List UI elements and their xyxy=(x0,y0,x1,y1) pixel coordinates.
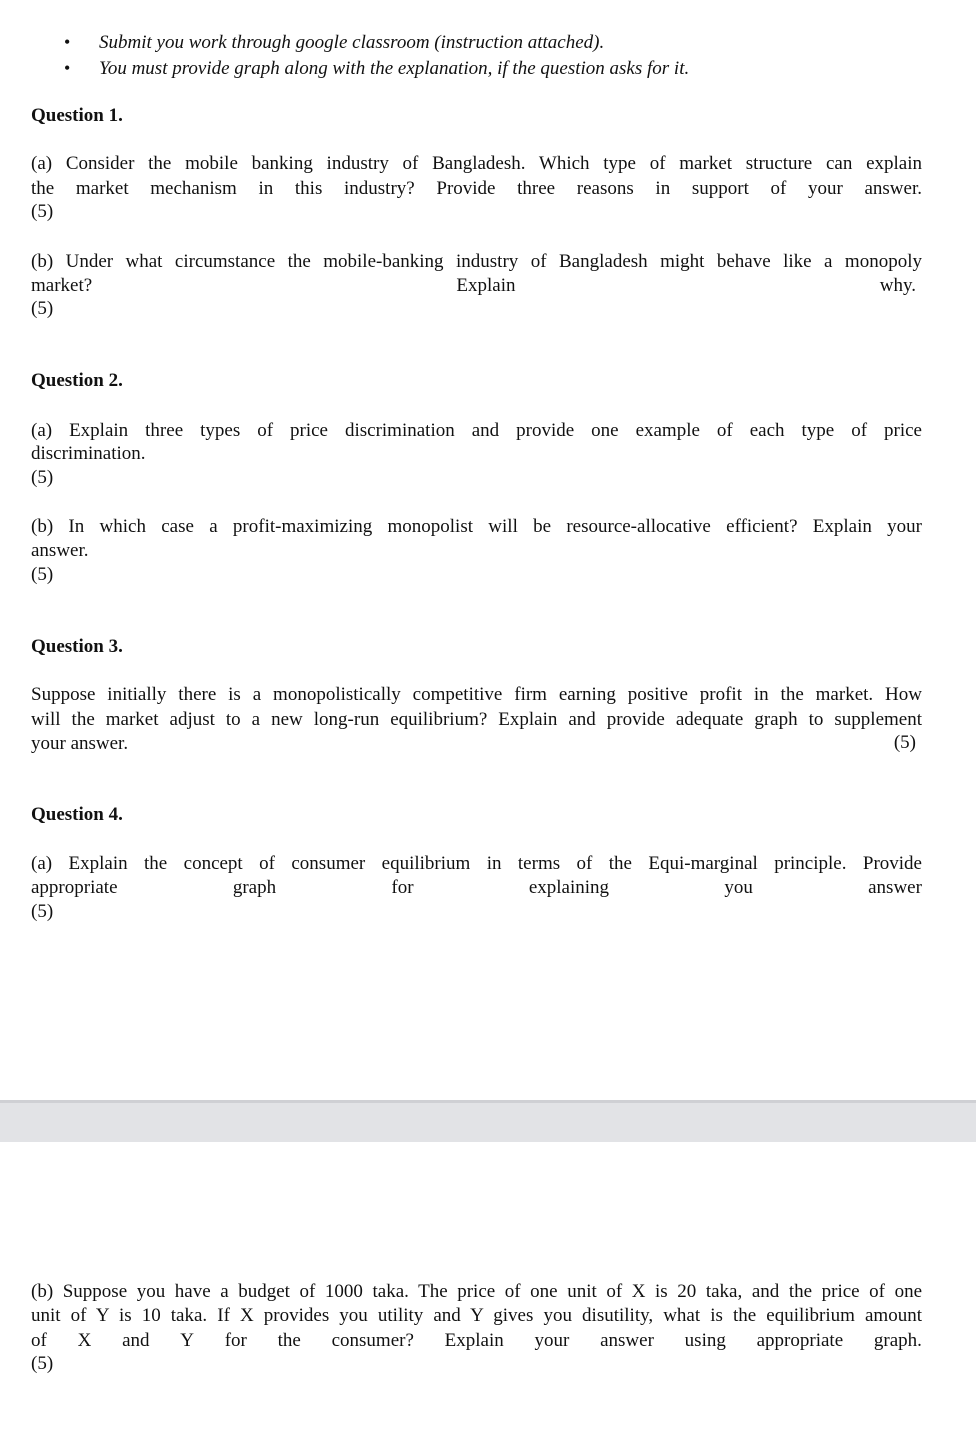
q1a-text-line: the market mechanism in this industry? Provide three reasons in support of your answer. xyxy=(31,178,922,199)
word: for xyxy=(391,877,414,898)
word: Explain xyxy=(456,275,516,296)
q1b-marks: (5) xyxy=(31,298,54,319)
q4b-text-line: unit of Y is 10 taka. If X provides you utility and Y gives you disutility, what is the equilibrium amount xyxy=(31,1305,922,1326)
q4b-marks: (5) xyxy=(31,1353,54,1374)
q2a-text-line: discrimination. xyxy=(31,443,146,464)
word: Explain xyxy=(444,1330,504,1351)
word: answer xyxy=(868,877,922,898)
word: and xyxy=(122,1330,150,1351)
question-2-heading: Question 2. xyxy=(31,370,123,391)
word: explaining xyxy=(528,877,610,898)
word: of xyxy=(31,1330,47,1351)
instruction-1: Submit you work through google classroom (instruction attached). xyxy=(99,32,605,53)
word: answer xyxy=(600,1330,654,1351)
q3-marks: (5) xyxy=(893,732,916,753)
q1a-marks: (5) xyxy=(31,201,54,222)
q2b-text-line: answer. xyxy=(31,540,89,561)
bullet-icon: • xyxy=(64,32,71,52)
word: market? xyxy=(31,275,93,296)
word: you xyxy=(724,877,753,898)
word: appropriate xyxy=(31,877,118,898)
word: graph xyxy=(232,877,277,898)
q2a-text-line: (a) Explain three types of price discrimination and provide one example of each type of price xyxy=(31,420,922,441)
word: why. xyxy=(879,275,916,296)
q3-text-line: your answer. xyxy=(31,733,129,754)
q1a-text-line: (a) Consider the mobile banking industry of Bangladesh. Which type of market structure can explain xyxy=(31,153,922,174)
question-1-heading: Question 1. xyxy=(31,105,123,126)
q4a-text-line: (a) Explain the concept of consumer equilibrium in terms of the Equi-marginal principle. Provide xyxy=(31,853,922,874)
word: graph. xyxy=(873,1330,922,1351)
word: X xyxy=(77,1330,92,1351)
q3-text-line: Suppose initially there is a monopolistically competitive firm earning positive profit in the market. How xyxy=(31,684,922,705)
bullet-icon: • xyxy=(64,58,71,78)
word: Y xyxy=(180,1330,194,1351)
word: using xyxy=(684,1330,726,1351)
q2b-text-line: (b) In which case a profit-maximizing monopolist will be resource-allocative efficient? Explain your xyxy=(31,516,922,537)
word: consumer? xyxy=(331,1330,414,1351)
question-4-heading: Question 4. xyxy=(31,804,123,825)
q2b-marks: (5) xyxy=(31,564,54,585)
q1b-text-line: (b) Under what circumstance the mobile-banking industry of Bangladesh might behave like a monopoly xyxy=(31,251,922,272)
question-3-heading: Question 3. xyxy=(31,636,123,657)
q4b-text-line xyxy=(31,1329,922,1354)
instruction-2: You must provide graph along with the explanation, if the question asks for it. xyxy=(99,58,690,79)
word: the xyxy=(277,1330,301,1351)
page-separator xyxy=(0,1100,976,1145)
q2a-marks: (5) xyxy=(31,467,54,488)
q3-text-line: will the market adjust to a new long-run equilibrium? Explain and provide adequate graph to supplement xyxy=(31,709,922,730)
q1b-text-line xyxy=(31,274,916,299)
q4a-text-line xyxy=(31,876,922,901)
word: your xyxy=(534,1330,570,1351)
word: appropriate xyxy=(756,1330,844,1351)
word: for xyxy=(224,1330,247,1351)
q4a-marks: (5) xyxy=(31,901,54,922)
q4b-text-line: (b) Suppose you have a budget of 1000 taka. The price of one unit of X is 20 taka, and the price of one xyxy=(31,1281,922,1302)
